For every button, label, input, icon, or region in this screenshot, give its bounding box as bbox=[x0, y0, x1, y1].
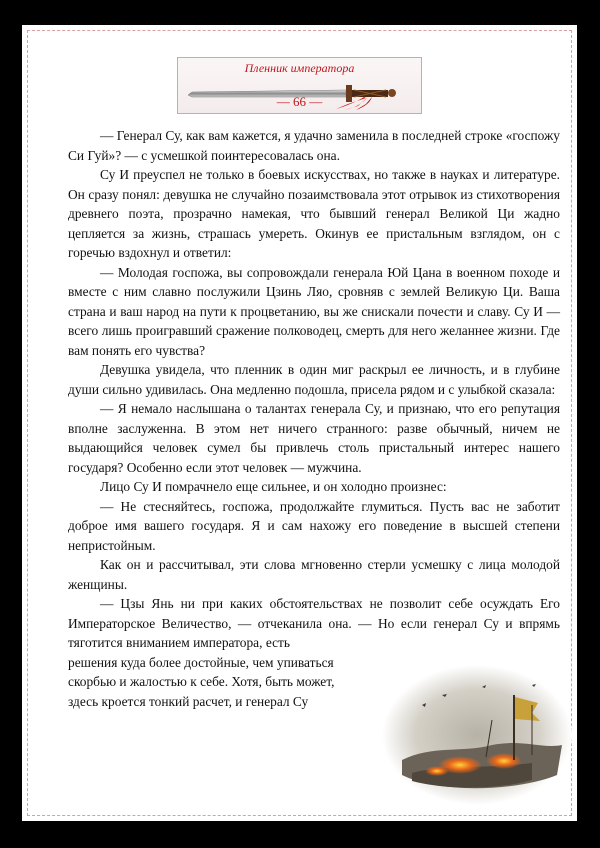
paragraph: — Не стесняйтесь, госпожа, продолжайте глумиться. Пусть вас не заботит доброе имя вашего государя. Я и сам нахожу его поведение в высшей степени непристойным. bbox=[68, 498, 560, 553]
paragraph: Су И преуспел не только в боевых искусствах, но также в науках и литературе. Он сразу понял: девушка не случайно позаимствовала этот отрывок из стихотворения древнего поэта, прозрачно намекая, что бывший генерал Великой Ци жадно цепляется за жизнь, страшась умереть. Окинув ее пристальным взглядом, он с горечью вздохнул и ответил: bbox=[68, 167, 560, 260]
book-page bbox=[22, 25, 577, 821]
book-title: Пленник императора bbox=[244, 61, 355, 75]
page-header bbox=[177, 57, 422, 114]
paragraph: Девушка увидела, что пленник в один миг раскрыл ее личность, и в глубине души сильно удивилась. Она медленно подошла, присела рядом и с улыбкой сказала: bbox=[68, 362, 560, 397]
page-number: — 66 — bbox=[276, 94, 323, 109]
battlefield-illustration bbox=[382, 665, 572, 805]
paragraph: — Я немало наслышана о талантах генерала Су, и признаю, что его репутация вполне заслуженна. В этом нет ничего странного: разве обычный, ничем не выдающийся человек сумел бы привлечь столь пристальный интерес нашего государя? Особенно если этот человек — мужчина. bbox=[68, 401, 560, 475]
paragraph: — Генерал Су, как вам кажется, я удачно заменила в последней строке «госпожу Си Гуй»? — с усмешкой поинтересовалась она. bbox=[68, 128, 560, 163]
paragraph: Как он и рассчитывал, эти слова мгновенно стерли усмешку с лица молодой женщины. bbox=[68, 557, 560, 592]
body-text bbox=[68, 126, 560, 711]
wrap-line: скорбью и жалостью к себе. Хотя, быть может, bbox=[68, 674, 335, 689]
wrap-line: здесь кроется тонкий расчет, и генерал Су bbox=[68, 693, 309, 709]
paragraph: — Молодая госпожа, вы сопровождали генерала Юй Цана в военном походе и вместе с ним славно послужили Цзинь Ляо, сровняв с землей Великую Ци. Ваша страна и ваш народ на пути к процветанию, вы же снискали почести и славу. Су И — всего лишь проигравший сражение полководец, смерть для него желаннее жизни. Где вам понять его чувства? bbox=[68, 264, 560, 358]
paragraph: Лицо Су И помрачнело еще сильнее, и он холодно произнес: bbox=[100, 479, 447, 494]
wrap-line: решения куда более достойные, чем упиваться bbox=[68, 654, 334, 670]
paragraph: — Цзы Янь ни при каких обстоятельствах не позволит себе осуждать Его Императорское Величество, — отчеканила она. — Но если генерал Су и впрямь тяготится вниманием императора, есть bbox=[68, 596, 560, 650]
